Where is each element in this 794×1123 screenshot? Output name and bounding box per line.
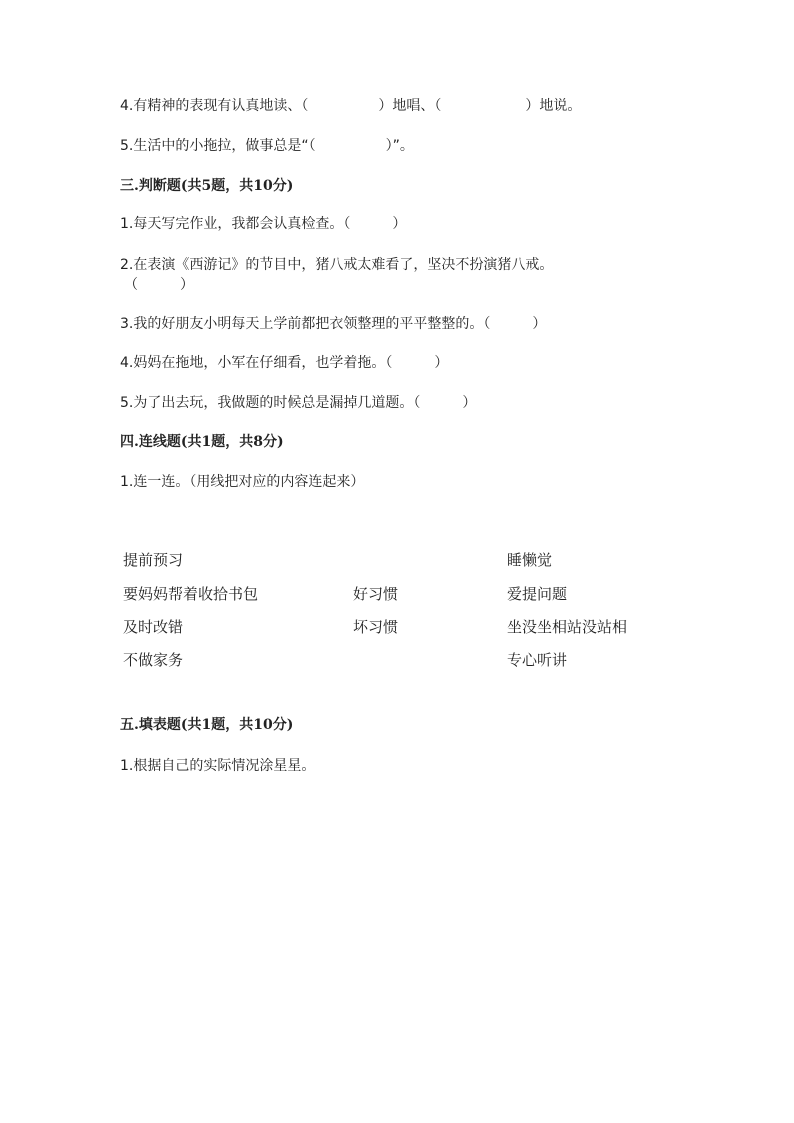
section-4-heading: 四.连线题(共1题，共8分) xyxy=(120,434,284,450)
matching-right-item: 专心听讲 xyxy=(507,651,568,669)
section-5-heading: 五.填表题(共1题，共10分) xyxy=(120,717,294,733)
question-5: 5.生活中的小拖拉，做事总是“（ ）”。 xyxy=(120,138,414,154)
section-3-heading: 三.判断题(共5题，共10分) xyxy=(120,178,294,194)
judge-question-2-bracket: （ ） xyxy=(124,277,194,293)
matching-question-1: 1.连一连。（用线把对应的内容连起来） xyxy=(120,474,365,490)
matching-left-item: 不做家务 xyxy=(123,651,184,669)
matching-right-item: 爱提问题 xyxy=(507,585,568,603)
matching-left-item: 及时改错 xyxy=(123,618,184,636)
matching-middle-item: 好习惯 xyxy=(353,585,399,603)
judge-question-2: 2.在表演《西游记》的节目中，猪八戒太难看了，坚决不扮演猪八戒。 xyxy=(120,257,554,273)
matching-right-item: 坐没坐相站没站相 xyxy=(507,618,628,636)
matching-right-item: 睡懒觉 xyxy=(507,551,553,569)
judge-question-3: 3.我的好朋友小明每天上学前都把衣领整理的平平整整的。（ ） xyxy=(120,316,547,332)
matching-left-item: 提前预习 xyxy=(123,551,184,569)
matching-left-item: 要妈妈帮着收拾书包 xyxy=(123,585,259,603)
fill-question-1: 1.根据自己的实际情况涂星星。 xyxy=(120,758,316,774)
judge-question-5: 5.为了出去玩，我做题的时候总是漏掉几道题。（ ） xyxy=(120,395,477,411)
judge-question-4: 4.妈妈在拖地，小军在仔细看，也学着拖。（ ） xyxy=(120,355,449,371)
judge-question-1: 1.每天写完作业，我都会认真检查。（ ） xyxy=(120,216,407,232)
question-4: 4.有精神的表现有认真地读、（ ）地唱、（ ）地说。 xyxy=(120,98,582,114)
matching-middle-item: 坏习惯 xyxy=(353,618,399,636)
